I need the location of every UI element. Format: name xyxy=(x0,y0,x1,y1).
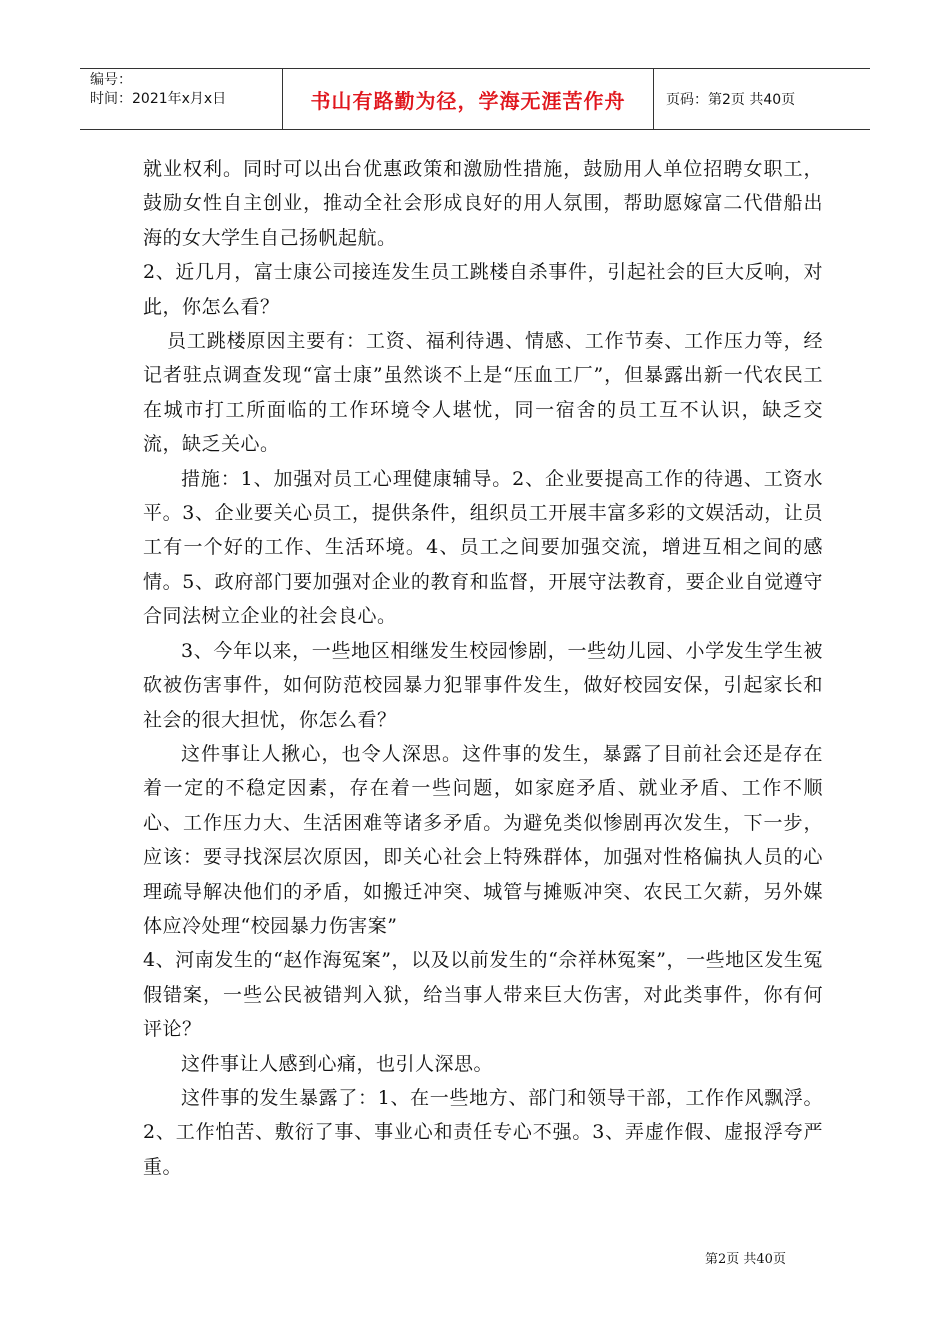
page-footer: 第2页 共40页 xyxy=(705,1252,786,1267)
paragraph: 措施：1、加强对员工心理健康辅导。2、企业要提高工作的待遇、工资水平。3、企业要关心员工，提供条件，组织员工开展丰富多彩的文娱活动，让员工有一个好的工作、生活环境。4、员工之间要加强交流，增进互相之间的感情。5、政府部门要加强对企业的教育和监督，开展守法教育，要企业自觉遵守合同法树立企业的社会良心。 xyxy=(143,467,823,628)
header-page-info: 页码：第2页 共40页 xyxy=(666,92,796,108)
date-line: 时间：2021年x月x日 xyxy=(90,91,227,107)
question-3: 3、今年以来，一些地区相继发生校园惨剧，一些幼儿园、小学发生学生被砍被伤害事件，如何防范校园暴力犯罪事件发生，做好校园安保，引起家长和社会的很大担忧，你怎么看？ xyxy=(143,639,823,731)
header-motto: 书山有路勤为径，学海无涯苦作舟 xyxy=(283,69,654,129)
paragraph: 这件事让人感到心痛，也引人深思。 xyxy=(181,1052,494,1075)
number-label: 编号： xyxy=(90,72,132,88)
document-body xyxy=(143,152,823,1184)
page-header xyxy=(80,68,870,130)
paragraph: 员工跳楼原因主要有：工资、福利待遇、情感、工作节奏、工作压力等，经记者驻点调查发现“富士康”虽然谈不上是“压血工厂”，但暴露出新一代农民工在城市打工所面临的工作环境令人堪忧，同一宿舍的员工互不认识，缺乏交流，缺乏关心。 xyxy=(143,330,823,456)
header-meta xyxy=(80,69,283,129)
paragraph: 这件事让人揪心，也令人深思。这件事的发生，暴露了目前社会还是存在着一定的不稳定因素，存在着一些问题，如家庭矛盾、就业矛盾、工作不顺心、工作压力大、生活困难等诸多矛盾。为避免类似惨剧再次发生，下一步，应该：要寻找深层次原因，即关心社会上特殊群体，加强对性格偏执人员的心理疏导解决他们的矛盾，如搬迁冲突、城管与摊贩冲突、农民工欠薪，另外媒体应冷处理“校园暴力伤害案” xyxy=(143,742,823,937)
question-2: 2、近几月，富士康公司接连发生员工跳楼自杀事件，引起社会的巨大反响，对此，你怎么看？ xyxy=(143,261,823,318)
question-4: 4、河南发生的“赵作海冤案”，以及以前发生的“佘祥林冤案”，一些地区发生冤假错案，一些公民被错判入狱，给当事人带来巨大伤害，对此类事件，你有何评论？ xyxy=(143,949,823,1041)
paragraph: 就业权利。同时可以出台优惠政策和激励性措施，鼓励用人单位招聘女职工，鼓励女性自主创业，推动全社会形成良好的用人氛围，帮助愿嫁富二代借船出海的女大学生自己扬帆起航。 xyxy=(143,158,823,249)
paragraph: 这件事的发生暴露了：1、在一些地方、部门和领导干部，工作作风飘浮。2、工作怕苦、敷衍了事、事业心和责任专心不强。3、弄虚作假、虚报浮夸严重。 xyxy=(143,1086,823,1178)
